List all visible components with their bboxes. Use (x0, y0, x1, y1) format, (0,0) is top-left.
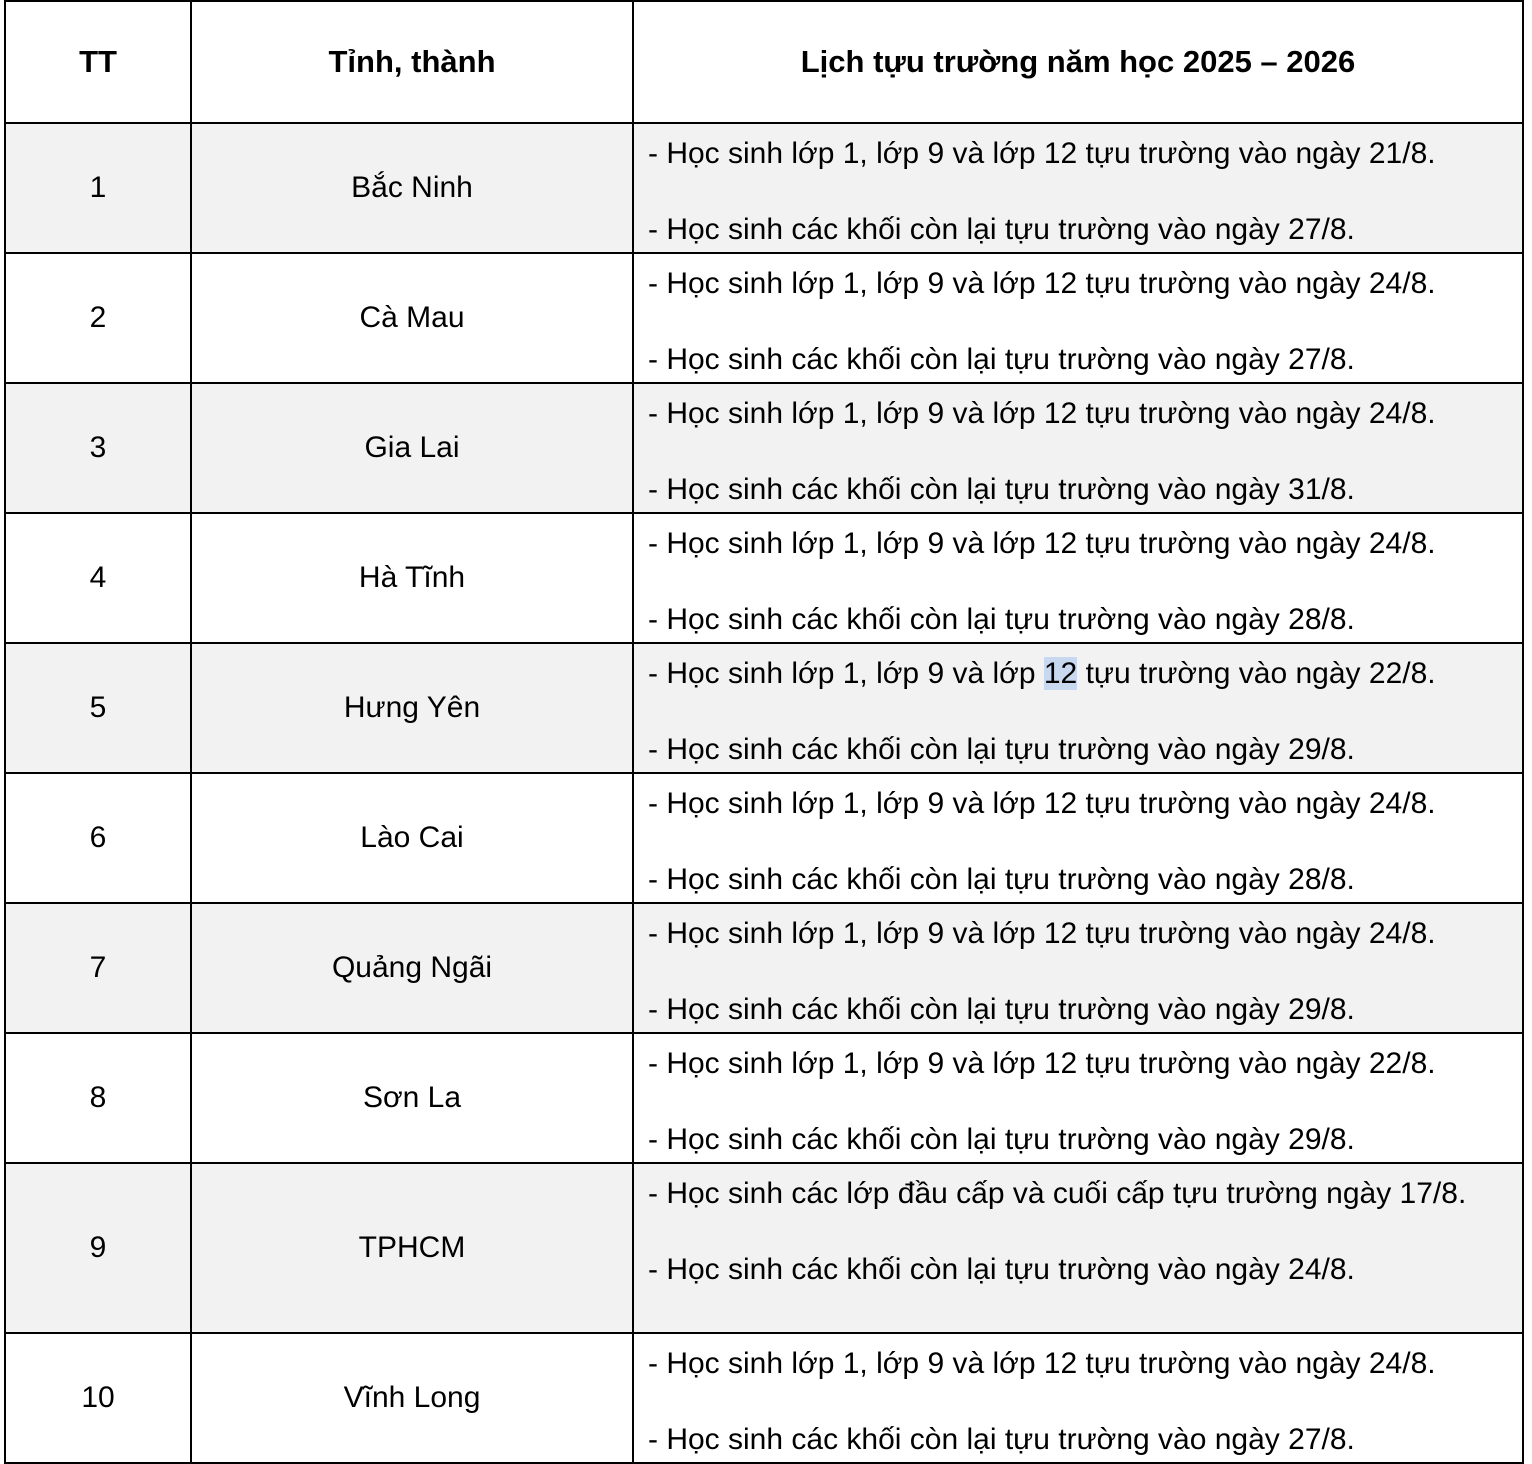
province-name: Bắc Ninh (191, 123, 633, 253)
row-number: 8 (5, 1033, 191, 1163)
schedule-cell (633, 253, 1523, 383)
schedule-line-first: - Học sinh lớp 1, lớp 9 và lớp 12 tựu trường vào ngày 24/8. (648, 1347, 1436, 1380)
table-row (5, 903, 1523, 1033)
province-name: Hà Tĩnh (191, 513, 633, 643)
schedule-line-rest: - Học sinh các khối còn lại tựu trường vào ngày 28/8. (648, 603, 1355, 636)
schedule-line-rest: - Học sinh các khối còn lại tựu trường vào ngày 31/8. (648, 473, 1355, 506)
schedule-cell (633, 513, 1523, 643)
province-name: Cà Mau (191, 253, 633, 383)
header-province: Tỉnh, thành (191, 1, 633, 123)
schedule-line-first-before: - Học sinh lớp 1, lớp 9 và lớp (648, 657, 1044, 690)
schedule-cell (633, 1033, 1523, 1163)
row-number: 9 (5, 1163, 191, 1333)
schedule-line-rest: - Học sinh các khối còn lại tựu trường vào ngày 27/8. (648, 213, 1355, 246)
schedule-line-rest: - Học sinh các khối còn lại tựu trường vào ngày 27/8. (648, 343, 1355, 376)
province-name: Sơn La (191, 1033, 633, 1163)
row-number: 6 (5, 773, 191, 903)
schedule-line-first-after: tựu trường vào ngày 22/8. (1077, 657, 1436, 690)
schedule-line-first (648, 652, 1512, 696)
province-name: TPHCM (191, 1163, 633, 1333)
row-number: 5 (5, 643, 191, 773)
table-row (5, 253, 1523, 383)
schedule-line-first: - Học sinh lớp 1, lớp 9 và lớp 12 tựu trường vào ngày 24/8. (648, 397, 1436, 430)
table-header-row (5, 1, 1523, 123)
row-number: 7 (5, 903, 191, 1033)
schedule-cell (633, 383, 1523, 513)
row-number: 4 (5, 513, 191, 643)
table-row (5, 643, 1523, 773)
table-row (5, 1033, 1523, 1163)
province-name: Hưng Yên (191, 643, 633, 773)
header-tt: TT (5, 1, 191, 123)
schedule-table (4, 0, 1524, 1464)
text-selection-highlight[interactable]: 12 (1043, 657, 1078, 690)
row-number: 3 (5, 383, 191, 513)
schedule-cell (633, 1163, 1523, 1333)
schedule-line-rest: - Học sinh các khối còn lại tựu trường vào ngày 29/8. (648, 993, 1355, 1026)
schedule-line-first: - Học sinh lớp 1, lớp 9 và lớp 12 tựu trường vào ngày 21/8. (648, 137, 1436, 170)
schedule-cell (633, 1333, 1523, 1463)
province-name: Vĩnh Long (191, 1333, 633, 1463)
schedule-line-first: - Học sinh lớp 1, lớp 9 và lớp 12 tựu trường vào ngày 24/8. (648, 917, 1436, 950)
schedule-line-first: - Học sinh lớp 1, lớp 9 và lớp 12 tựu trường vào ngày 24/8. (648, 787, 1436, 820)
province-name: Gia Lai (191, 383, 633, 513)
schedule-line-first: - Học sinh lớp 1, lớp 9 và lớp 12 tựu trường vào ngày 22/8. (648, 1047, 1436, 1080)
table-row (5, 123, 1523, 253)
province-name: Quảng Ngãi (191, 903, 633, 1033)
table-row (5, 1163, 1523, 1333)
schedule-line-rest: - Học sinh các khối còn lại tựu trường vào ngày 29/8. (648, 1123, 1355, 1156)
schedule-cell (633, 773, 1523, 903)
schedule-line-rest: - Học sinh các khối còn lại tựu trường vào ngày 24/8. (648, 1253, 1355, 1286)
schedule-cell (633, 643, 1523, 773)
table-row (5, 513, 1523, 643)
schedule-line-first: - Học sinh các lớp đầu cấp và cuối cấp tựu trường ngày 17/8. (648, 1177, 1467, 1210)
schedule-line-first: - Học sinh lớp 1, lớp 9 và lớp 12 tựu trường vào ngày 24/8. (648, 527, 1436, 560)
table-row (5, 383, 1523, 513)
row-number: 2 (5, 253, 191, 383)
schedule-line-rest: - Học sinh các khối còn lại tựu trường vào ngày 27/8. (648, 1423, 1355, 1456)
schedule-cell (633, 903, 1523, 1033)
row-number: 1 (5, 123, 191, 253)
table-row (5, 773, 1523, 903)
table-row (5, 1333, 1523, 1463)
schedule-cell (633, 123, 1523, 253)
header-schedule: Lịch tựu trường năm học 2025 – 2026 (633, 1, 1523, 123)
province-name: Lào Cai (191, 773, 633, 903)
schedule-line-rest: - Học sinh các khối còn lại tựu trường vào ngày 28/8. (648, 863, 1355, 896)
row-number: 10 (5, 1333, 191, 1463)
schedule-line-first: - Học sinh lớp 1, lớp 9 và lớp 12 tựu trường vào ngày 24/8. (648, 267, 1436, 300)
schedule-line-rest: - Học sinh các khối còn lại tựu trường vào ngày 29/8. (648, 733, 1355, 766)
